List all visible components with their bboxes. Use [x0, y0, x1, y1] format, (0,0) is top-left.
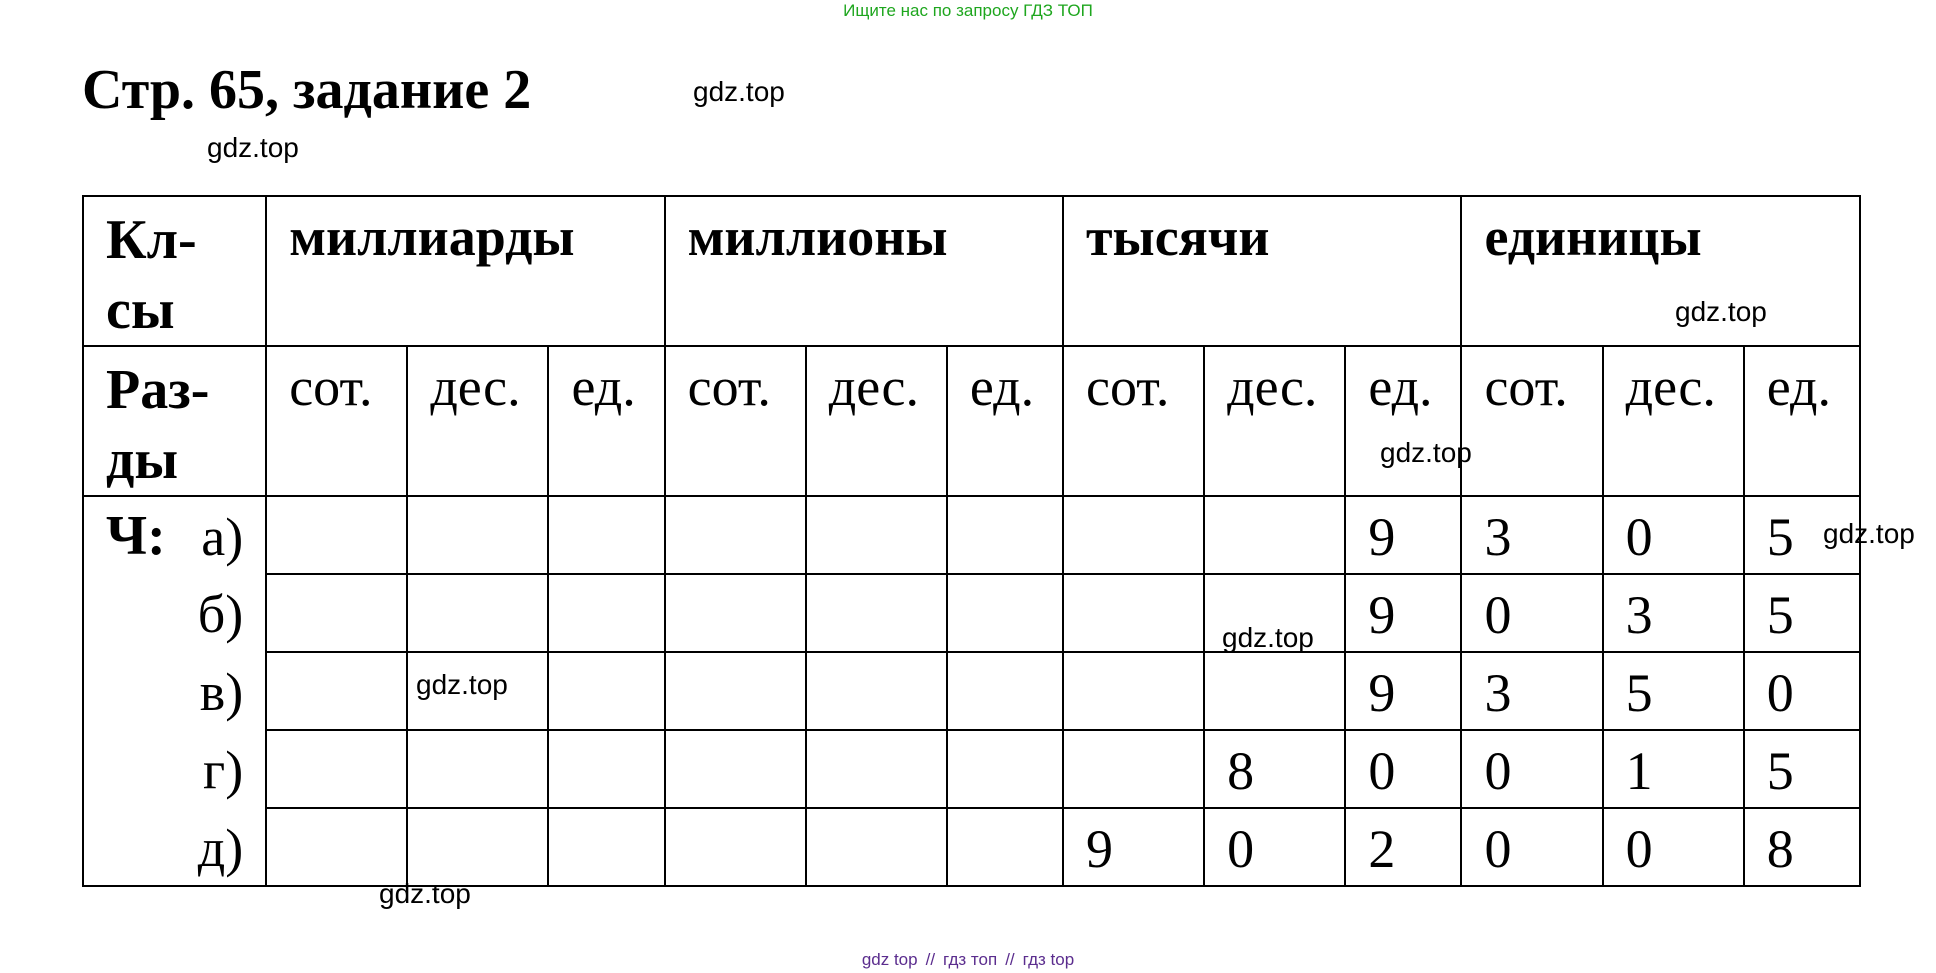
digit-cell	[548, 574, 664, 652]
row-label-cell	[83, 574, 266, 652]
digit-cell	[407, 730, 548, 808]
digit-cell: 1	[1603, 730, 1744, 808]
row-label-cell	[83, 496, 266, 574]
digit-cell	[947, 496, 1063, 574]
digit-cell: 5	[1603, 652, 1744, 730]
digit-cell: 0	[1461, 730, 1602, 808]
digit-cell	[947, 574, 1063, 652]
rank-cell: сот.	[1063, 346, 1204, 496]
row-label: г)	[203, 740, 244, 800]
row-label: д)	[197, 818, 244, 878]
digit-cell	[665, 496, 806, 574]
row-label-cell	[83, 808, 266, 886]
digit-cell	[947, 808, 1063, 886]
digit-cell: 5	[1744, 574, 1860, 652]
digit-cell	[665, 652, 806, 730]
digit-cell	[806, 496, 947, 574]
ranks-row	[83, 346, 1860, 496]
row-label-cell	[83, 652, 266, 730]
rank-cell: ед.	[947, 346, 1063, 496]
digit-cell	[947, 730, 1063, 808]
digit-cell: 3	[1461, 652, 1602, 730]
digit-cell	[1063, 574, 1204, 652]
row-label-cell	[83, 730, 266, 808]
digit-cell	[407, 496, 548, 574]
row-label: б)	[197, 584, 244, 644]
class-cell: единицы	[1461, 196, 1860, 346]
digit-cell	[266, 496, 407, 574]
row-label: в)	[199, 662, 244, 722]
watermark: gdz.top	[1675, 296, 1767, 327]
rank-cell: дес.	[407, 346, 548, 496]
digit-cell	[548, 808, 664, 886]
footer-link[interactable]: гдз top	[1022, 950, 1075, 969]
digit-cell: 5	[1744, 730, 1860, 808]
page-title: Стр. 65, задание 2	[82, 59, 532, 121]
number-row	[83, 496, 1860, 574]
digit-cell: 0	[1603, 496, 1744, 574]
footer-separator: //	[925, 950, 936, 969]
digit-cell	[665, 808, 806, 886]
number-row	[83, 808, 1860, 886]
watermark: gdz.top	[693, 76, 785, 107]
footer-link[interactable]: gdz top	[861, 950, 918, 969]
footer-links	[0, 950, 1936, 970]
rank-cell: сот.	[665, 346, 806, 496]
class-cell: миллионы	[665, 196, 1063, 346]
rank-cell: ед.	[1744, 346, 1860, 496]
digit-cell	[548, 496, 664, 574]
numbers-body	[83, 496, 1860, 886]
digit-cell: 5	[1744, 496, 1860, 574]
class-cell: тысячи	[1063, 196, 1461, 346]
ranks-header-cell: Раз- ды	[83, 346, 266, 496]
watermark: gdz.top	[207, 132, 299, 163]
digit-cell	[1204, 652, 1345, 730]
number-row	[83, 730, 1860, 808]
digit-cell	[665, 574, 806, 652]
watermark: gdz.top	[379, 878, 471, 909]
numbers-label: Ч:	[106, 505, 166, 567]
digit-cell: 9	[1345, 496, 1461, 574]
digit-cell	[1063, 496, 1204, 574]
digit-cell	[548, 652, 664, 730]
digit-cell: 0	[1461, 574, 1602, 652]
digit-cell	[407, 574, 548, 652]
classes-row	[83, 196, 1860, 346]
digit-cell: 9	[1345, 574, 1461, 652]
class-cell: миллиарды	[266, 196, 664, 346]
top-link[interactable]: Ищите нас по запросу ГДЗ ТОП	[843, 1, 1093, 20]
digit-cell	[266, 808, 407, 886]
digit-cell	[266, 652, 407, 730]
rank-cell: ед.	[548, 346, 664, 496]
number-row	[83, 652, 1860, 730]
digit-cell: 2	[1345, 808, 1461, 886]
digit-cell: 9	[1345, 652, 1461, 730]
footer-link[interactable]: гдз топ	[943, 950, 998, 969]
digit-cell: 8	[1204, 730, 1345, 808]
watermark: gdz.top	[1380, 437, 1472, 468]
rank-cell: ед.	[1345, 346, 1461, 496]
row-label: а)	[201, 507, 244, 567]
digit-cell: 3	[1461, 496, 1602, 574]
digit-cell: 0	[1461, 808, 1602, 886]
digit-cell	[806, 574, 947, 652]
digit-cell	[947, 652, 1063, 730]
digit-cell: 0	[1345, 730, 1461, 808]
classes-header-cell: Кл- сы	[83, 196, 266, 346]
digit-cell	[1063, 730, 1204, 808]
watermark: gdz.top	[1823, 518, 1915, 549]
digit-cell: 3	[1603, 574, 1744, 652]
rank-cell: сот.	[1461, 346, 1602, 496]
digit-cell	[266, 730, 407, 808]
digit-cell	[548, 730, 664, 808]
digit-cell	[407, 808, 548, 886]
digit-cell: 8	[1744, 808, 1860, 886]
watermark: gdz.top	[416, 669, 508, 700]
watermark: gdz.top	[1222, 622, 1314, 653]
digit-cell	[665, 730, 806, 808]
digit-cell	[806, 808, 947, 886]
place-value-table	[82, 195, 1861, 887]
digit-cell: 0	[1603, 808, 1744, 886]
digit-cell	[1204, 496, 1345, 574]
digit-cell: 0	[1744, 652, 1860, 730]
digit-cell	[266, 574, 407, 652]
digit-cell: 0	[1204, 808, 1345, 886]
rank-cell: дес.	[1603, 346, 1744, 496]
digit-cell	[1063, 652, 1204, 730]
footer-separator: //	[1005, 950, 1015, 969]
rank-cell: дес.	[806, 346, 947, 496]
number-row	[83, 574, 1860, 652]
digit-cell	[806, 730, 947, 808]
digit-cell	[806, 652, 947, 730]
digit-cell: 9	[1063, 808, 1204, 886]
rank-cell: сот.	[266, 346, 407, 496]
rank-cell: дес.	[1204, 346, 1345, 496]
